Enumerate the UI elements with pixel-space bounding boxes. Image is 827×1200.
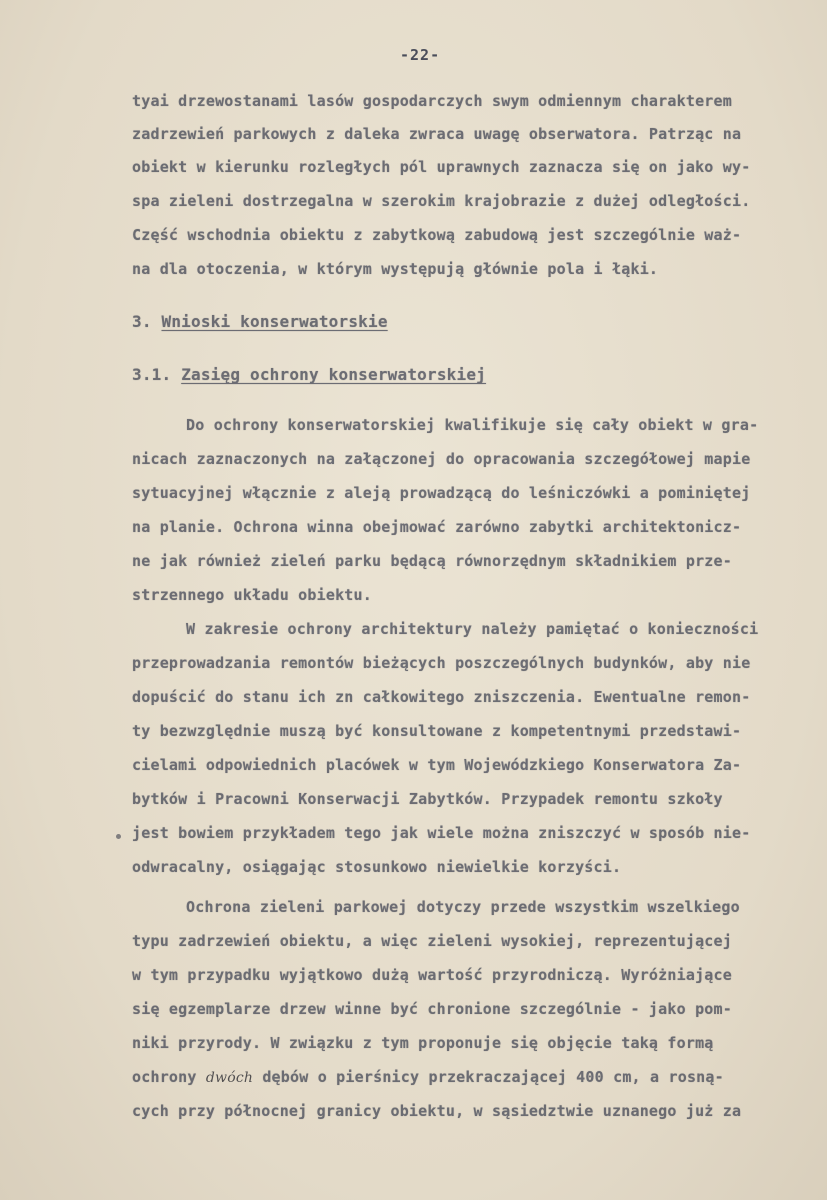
text-line: obiekt w kierunku rozległych pól uprawnych zaznacza się on jako wy-	[132, 158, 751, 176]
subsection-title: Zasięg ochrony konserwatorskiej	[181, 365, 487, 384]
text-line: ty bezwzględnie muszą być konsultowane z kompetentnymi przedstawi-	[132, 722, 742, 740]
section-heading	[132, 312, 822, 331]
section-number: 3.	[132, 312, 152, 331]
text-line: bytków i Pracowni Konserwacji Zabytków. Przypadek remontu szkoły	[132, 790, 723, 808]
text-line: spa zieleni dostrzegalna w szerokim krajobrazie z dużej odległości.	[132, 192, 751, 210]
text-line: Do ochrony konserwatorskiej kwalifikuje się cały obiekt w gra-	[186, 416, 759, 434]
section-title: Wnioski konserwatorskie	[161, 312, 388, 331]
text-line: niki przyrody. W związku z tym proponuje się objęcie taką formą	[132, 1034, 714, 1052]
text-line: cielami odpowiednich placówek w tym Wojewódzkiego Konserwatora Za-	[132, 756, 742, 774]
text-line: Ochrona zieleni parkowej dotyczy przede wszystkim wszelkiego	[186, 898, 740, 916]
text-fragment: ochrony	[132, 1068, 197, 1086]
text-line: na planie. Ochrona winna obejmować zarówno zabytki architektonicz-	[132, 518, 742, 536]
text-line: zadrzewień parkowych z daleka zwraca uwagę obserwatora. Patrząc na	[132, 125, 742, 143]
margin-mark	[116, 834, 121, 839]
page-number: -22-	[400, 46, 441, 64]
text-line: sytuacyjnej włącznie z aleją prowadzącą do leśniczówki a pominiętej	[132, 484, 751, 502]
text-line: przeprowadzania remontów bieżących poszczególnych budynków, aby nie	[132, 654, 751, 672]
text-line: cych przy północnej granicy obiektu, w sąsiedztwie uznanego już za	[132, 1102, 742, 1120]
text-line: dopuścić do stanu ich zn całkowitego zniszczenia. Ewentualne remon-	[132, 688, 751, 706]
text-line: nicach zaznaczonych na załączonej do opracowania szczegółowej mapie	[132, 450, 751, 468]
text-line: ne jak również zieleń parku będącą równorzędnym składnikiem prze-	[132, 552, 732, 570]
text-line: typu zadrzewień obiektu, a więc zieleni wysokiej, reprezentującej	[132, 932, 732, 950]
handwritten-insertion: dwóch	[205, 1070, 254, 1086]
text-line: W zakresie ochrony architektury należy pamiętać o konieczności	[186, 620, 759, 638]
subsection-heading	[132, 365, 822, 384]
text-line: w tym przypadku wyjątkowo dużą wartość przyrodniczą. Wyróżniające	[132, 966, 732, 984]
text-line	[132, 1068, 822, 1086]
text-fragment: dębów o pierśnicy przekraczającej 400 cm, a rosną-	[262, 1068, 724, 1086]
subsection-number: 3.1.	[132, 365, 172, 384]
text-line: odwracalny, osiągając stosunkowo niewielkie korzyści.	[132, 858, 622, 876]
text-line: Część wschodnia obiektu z zabytkową zabudową jest szczególnie waż-	[132, 226, 742, 244]
text-line: na dla otoczenia, w którym występują głównie pola i łąki.	[132, 260, 659, 278]
text-line: strzennego układu obiektu.	[132, 586, 372, 604]
text-line: się egzemplarze drzew winne być chronione szczególnie - jako pom-	[132, 1000, 732, 1018]
text-line: jest bowiem przykładem tego jak wiele można zniszczyć w sposób nie-	[132, 824, 751, 842]
text-line: tyai drzewostanami lasów gospodarczych swym odmiennym charakterem	[132, 92, 732, 110]
